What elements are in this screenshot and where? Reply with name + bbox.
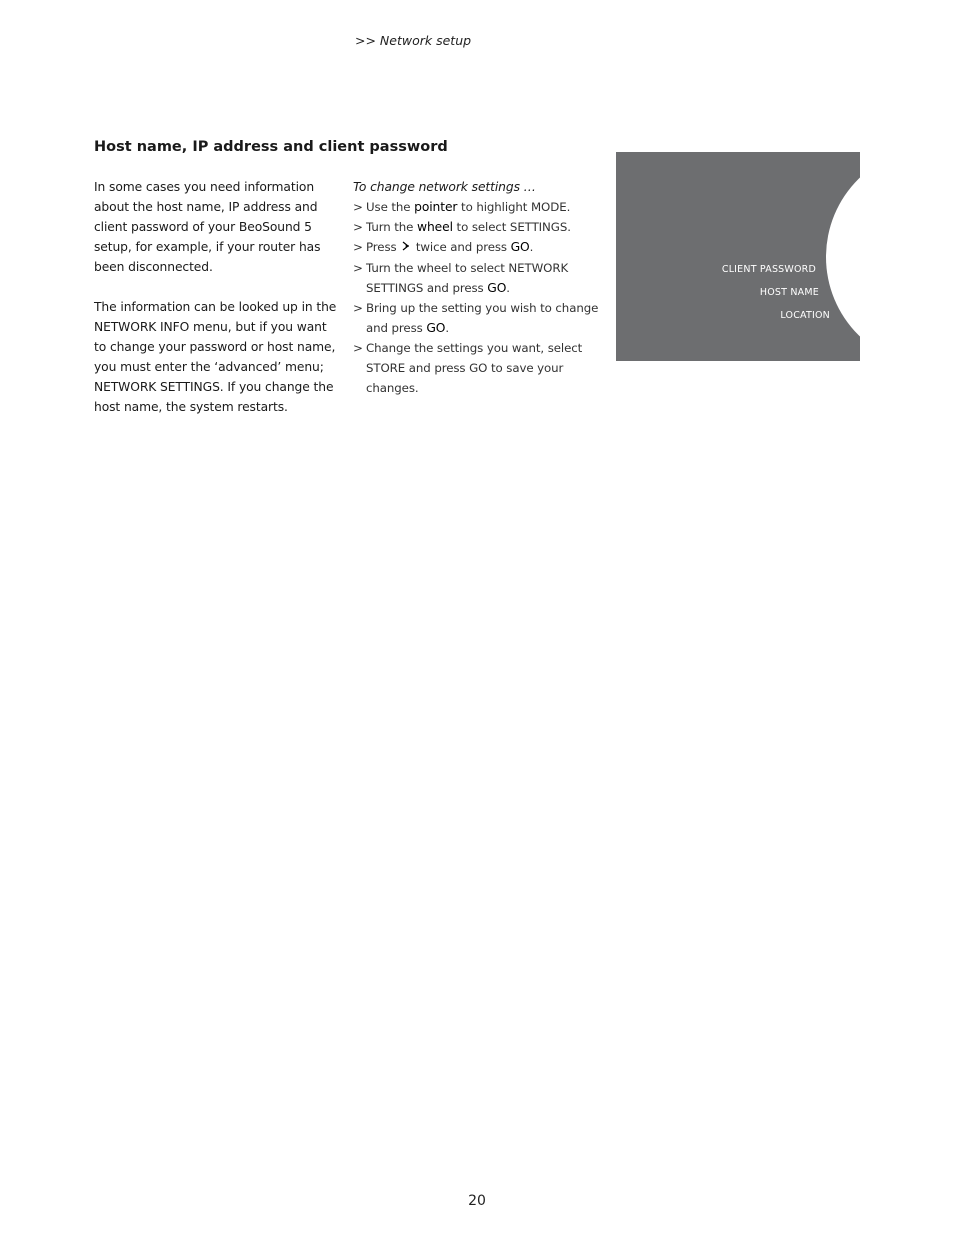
beosound-display-illustration — [616, 152, 860, 361]
step-text: to select SETTINGS. — [452, 220, 571, 234]
intro-paragraph: In some cases you need information about the host name, IP address and client password of your BeoSound 5 setup, for example, if your router has been disconnected. — [94, 180, 321, 274]
instructions-column — [353, 177, 608, 398]
right-arrow-icon — [400, 238, 412, 258]
step-keyword: GO — [510, 240, 530, 254]
step-text: Turn the wheel to select NETWORK SETTINGS and press — [366, 261, 569, 295]
info-paragraph: The information can be looked up in the NETWORK INFO menu, but if you want to change your password or host name, you must enter the ‘advanced’ menu; NETWORK SETTINGS. If you change the host name, the system restarts. — [94, 300, 337, 414]
step-keyword: wheel — [416, 220, 453, 234]
step-text: . — [529, 240, 534, 254]
section-heading: Host name, IP address and client password — [94, 139, 448, 155]
step-text: Change the settings you want, select STORE and press GO to save your changes. — [366, 341, 583, 395]
menu-item-client-password: CLIENT PASSWORD — [721, 264, 816, 275]
menu-item-location: LOCATION — [780, 310, 830, 321]
page-number: 20 — [468, 1193, 486, 1209]
wheel-arc — [826, 152, 860, 361]
instruction-steps — [353, 197, 608, 398]
instruction-step — [353, 258, 608, 298]
menu-item-host-name: HOST NAME — [759, 287, 819, 298]
step-marker: > — [353, 200, 363, 214]
intro-column — [94, 177, 339, 417]
instruction-step — [353, 338, 608, 398]
breadcrumb: >> Network setup — [355, 33, 472, 48]
instruction-step — [353, 298, 608, 338]
step-marker: > — [353, 341, 363, 355]
step-text: Turn the — [366, 220, 417, 234]
instruction-step — [353, 237, 608, 258]
step-marker: > — [353, 240, 363, 254]
step-marker: > — [353, 220, 363, 234]
step-keyword: GO — [426, 321, 446, 335]
step-text: Use the — [366, 200, 415, 214]
step-marker: > — [353, 261, 363, 275]
instruction-step — [353, 197, 608, 217]
step-keyword: pointer — [414, 200, 458, 214]
step-marker: > — [353, 301, 363, 315]
instruction-step — [353, 217, 608, 237]
step-text: . — [506, 281, 510, 295]
step-text: Bring up the setting you wish to change and press — [366, 301, 599, 335]
step-keyword: GO — [487, 281, 507, 295]
instructions-lead: To change network settings … — [353, 180, 536, 194]
step-text: . — [445, 321, 449, 335]
step-text: Press — [366, 240, 401, 254]
step-text: to highlight MODE. — [457, 200, 571, 214]
step-text: twice and press — [412, 240, 511, 254]
